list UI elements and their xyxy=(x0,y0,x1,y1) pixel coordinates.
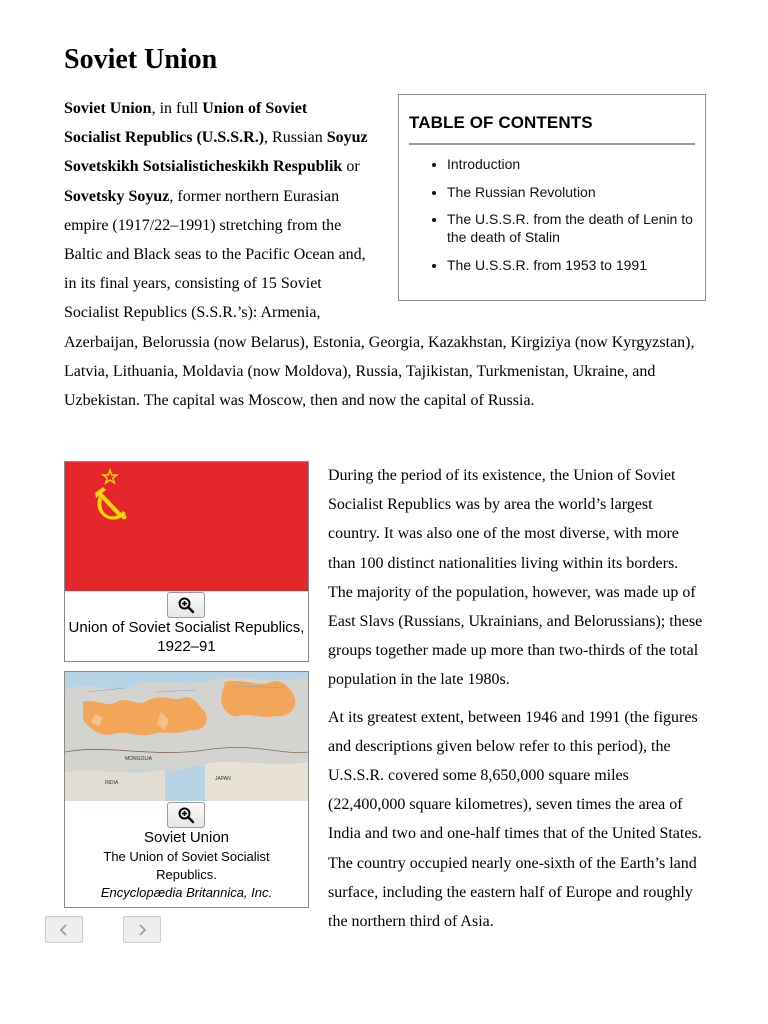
paragraph-population: During the period of its existence, the Union of Soviet Socialist Republics was by area the world’s largest country. It was also one of the most diverse, with more than 100 distinct nationalities living within its borders. The majority of the population, however, was made up of East Slavs (Russians, Ukrainians, and Belorussians); these groups together made up more than two-thirds of the total population in the late 1980s. xyxy=(328,467,703,689)
svg-text:MONGOLIA: MONGOLIA xyxy=(125,756,152,762)
toc-title: TABLE OF CONTENTS xyxy=(409,95,695,145)
page-title: Soviet Union xyxy=(64,44,218,75)
intro-text-4: , former northern Eurasian empire (1917/22–1991) stretching from the Baltic and Black seas to the Pacific Ocean and, in its final years, consisting of 15 Soviet Socialist Republics (S.S.R.’s): Armenia, Azerbaijan, Belorussia (now Belarus), Estonia, Georgia, Kazakhstan, Kirgiziya (now Kyrgyzstan), Latvia, Lithuania, Moldavia (now Moldova), Russia, Tajikistan, Turkmenistan, Ukraine, and Uzbekistan. The capital was Moscow, then and now the capital of Russia. xyxy=(64,187,695,410)
intro-text-1: , in full xyxy=(151,100,203,117)
svg-text:INDIA: INDIA xyxy=(105,780,119,786)
zoom-in-icon xyxy=(177,806,195,824)
table-of-contents xyxy=(398,94,706,301)
map-subcaption: The Union of Soviet Socialist Republics. xyxy=(103,849,270,882)
toc-item-introduction[interactable]: • Introduction xyxy=(447,155,695,173)
chevron-right-icon xyxy=(137,923,147,937)
intro-text-3: or xyxy=(342,158,360,176)
zoom-in-icon xyxy=(177,596,195,614)
toc-list xyxy=(409,155,695,274)
flag-caption: Union of Soviet Socialist Republics, 1922–91 xyxy=(68,619,305,655)
map-zoom-button[interactable] xyxy=(167,802,205,828)
soviet-union-map-image[interactable] xyxy=(65,672,308,801)
term-russian-name: Soyuz Sovetskikh Sotsialisticheskikh Respublik xyxy=(64,129,368,176)
next-button[interactable] xyxy=(123,916,161,943)
toc-item-russian-revolution[interactable]: • The Russian Revolution xyxy=(447,183,695,201)
map-credit: Encyclopædia Britannica, Inc. xyxy=(100,885,273,900)
previous-button[interactable] xyxy=(45,916,83,943)
chevron-left-icon xyxy=(59,923,69,937)
flag-zoom-button[interactable] xyxy=(167,592,205,618)
intro-paragraph xyxy=(64,94,706,415)
term-soviet-union: Soviet Union xyxy=(64,100,152,117)
intro-text-2: , Russian xyxy=(264,129,327,147)
svg-text:JAPAN: JAPAN xyxy=(215,776,231,782)
toc-item-lenin-to-stalin[interactable]: • The U.S.S.R. from the death of Lenin to the death of Stalin xyxy=(447,210,695,246)
map-figure xyxy=(64,671,309,908)
soviet-flag-image[interactable] xyxy=(65,462,308,591)
paragraph-extent: At its greatest extent, between 1946 and 1991 (the figures and descriptions given below refer to this period), the U.S.S.R. covered some 8,650,000 square miles (22,400,000 square kilometres), seven times the area of India and two and one-half times that of the United States. The country occupied nearly one-sixth of the Earth’s land surface, including the eastern half of Europe and roughly the northern third of Asia. xyxy=(328,708,702,931)
term-full-name: Union of Soviet Socialist Republics (U.S.S.R.) xyxy=(64,100,308,147)
toc-item-1953-to-1991[interactable]: • The U.S.S.R. from 1953 to 1991 xyxy=(447,256,695,274)
term-short-russian-name: Sovetsky Soyuz xyxy=(64,187,170,205)
map-caption: Soviet Union xyxy=(143,829,230,846)
flag-figure xyxy=(64,461,309,662)
